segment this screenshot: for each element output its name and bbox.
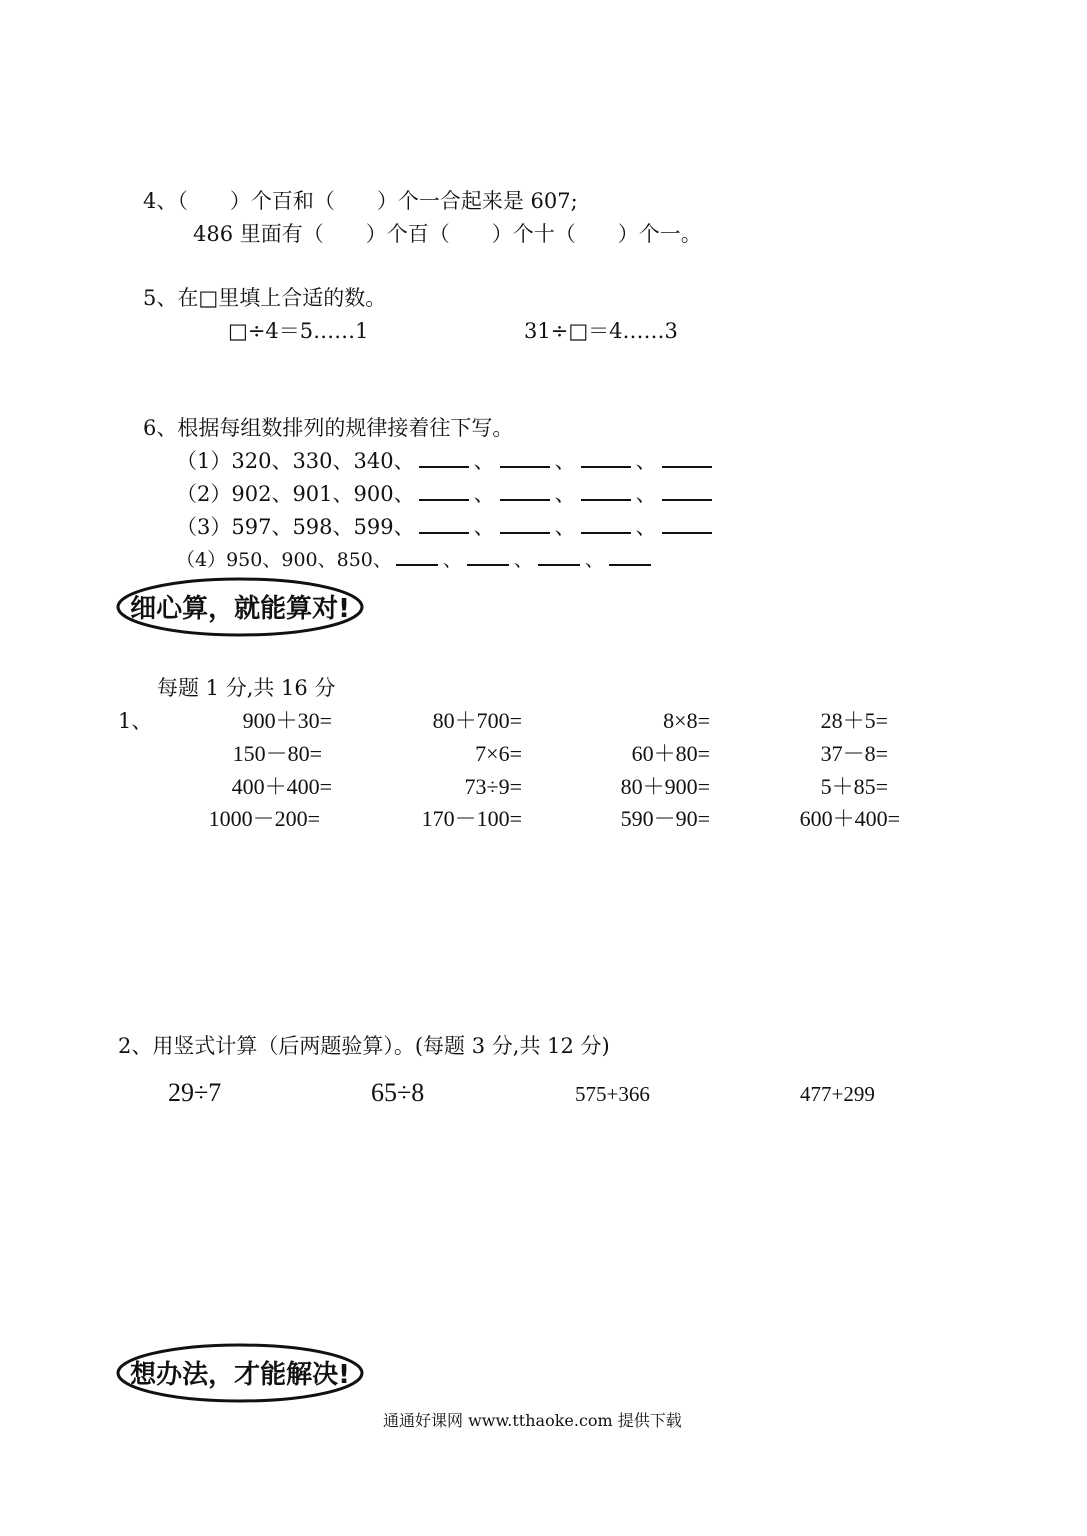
calc-item: 170－100=: [421, 806, 522, 831]
calc-item: 590－90=: [620, 806, 710, 831]
calc-item: 28＋5=: [820, 708, 888, 733]
calc-item: 1000－200=: [208, 806, 320, 831]
answer-blank[interactable]: [662, 514, 712, 534]
vertical-item: 575+366: [575, 1082, 650, 1106]
calc-item: 80＋900=: [620, 774, 710, 799]
calc-item: 900＋30=: [242, 708, 332, 733]
q5-title: 5、在□里填上合适的数。: [143, 286, 387, 310]
q6-row-1: （1）320、330、340、 、 、 、: [176, 446, 716, 476]
answer-blank[interactable]: [500, 448, 550, 468]
q5-equation-1: □÷4＝5……1: [228, 319, 369, 343]
calc-item: 8×8=: [663, 708, 710, 733]
answer-blank[interactable]: [419, 481, 469, 501]
calc-item: 600＋400=: [799, 806, 900, 831]
calc-item: 5＋85=: [820, 774, 888, 799]
q6-row-prefix: （4）950、900、850、: [176, 549, 392, 571]
calc-item: 7×6=: [475, 741, 522, 766]
q4-line2: 486 里面有（ ）个百（ ）个十（ ）个一。: [193, 222, 702, 246]
calc-item: 400＋400=: [231, 774, 332, 799]
q6-row-prefix: （2）902、901、900、: [176, 482, 415, 506]
banner-text: 想办法，才能解决!: [130, 1360, 350, 1390]
answer-blank[interactable]: [419, 448, 469, 468]
answer-blank[interactable]: [609, 546, 651, 566]
vertical-item: 29÷7: [168, 1078, 222, 1107]
q4-line1: 4、（ ）个百和（ ）个一合起来是 607;: [143, 189, 578, 213]
calc-item: 60＋80=: [631, 741, 710, 766]
q6-row-4: （4）950、900、850、 、 、 、: [176, 545, 655, 575]
section-banner-think-solve: [114, 1341, 366, 1405]
answer-blank[interactable]: [581, 481, 631, 501]
answer-blank[interactable]: [662, 448, 712, 468]
q6-row-prefix: （1）320、330、340、: [176, 449, 415, 473]
answer-blank[interactable]: [500, 514, 550, 534]
answer-blank[interactable]: [467, 546, 509, 566]
banner-text: 细心算，就能算对!: [130, 594, 350, 624]
answer-blank[interactable]: [581, 514, 631, 534]
calc-score-note: 每题 1 分,共 16 分: [157, 676, 336, 700]
answer-blank[interactable]: [500, 481, 550, 501]
vertical-calc-title: 2、用竖式计算（后两题验算）。(每题 3 分,共 12 分): [118, 1034, 610, 1058]
q5-equation-2: 31÷□＝4……3: [524, 319, 678, 343]
answer-blank[interactable]: [396, 546, 438, 566]
answer-blank[interactable]: [581, 448, 631, 468]
q6-row-prefix: （3）597、598、599、: [176, 515, 415, 539]
answer-blank[interactable]: [538, 546, 580, 566]
q6-row-3: （3）597、598、599、 、 、 、: [176, 512, 716, 542]
calc-item: 37－8=: [820, 741, 888, 766]
calc-number: 1、: [118, 709, 153, 733]
calc-item: 73÷9=: [464, 774, 522, 799]
calc-item: 80＋700=: [432, 708, 522, 733]
calc-item: 150－80=: [232, 741, 322, 766]
footer-credit: 通通好课网 www.tthaoke.com 提供下载: [383, 1411, 682, 1430]
answer-blank[interactable]: [419, 514, 469, 534]
section-banner-careful-calc: [114, 575, 366, 639]
answer-blank[interactable]: [662, 481, 712, 501]
q6-title: 6、根据每组数排列的规律接着往下写。: [143, 416, 514, 440]
vertical-item: 477+299: [800, 1082, 875, 1106]
vertical-item: 65÷8: [371, 1078, 425, 1107]
q6-row-2: （2）902、901、900、 、 、 、: [176, 479, 716, 509]
